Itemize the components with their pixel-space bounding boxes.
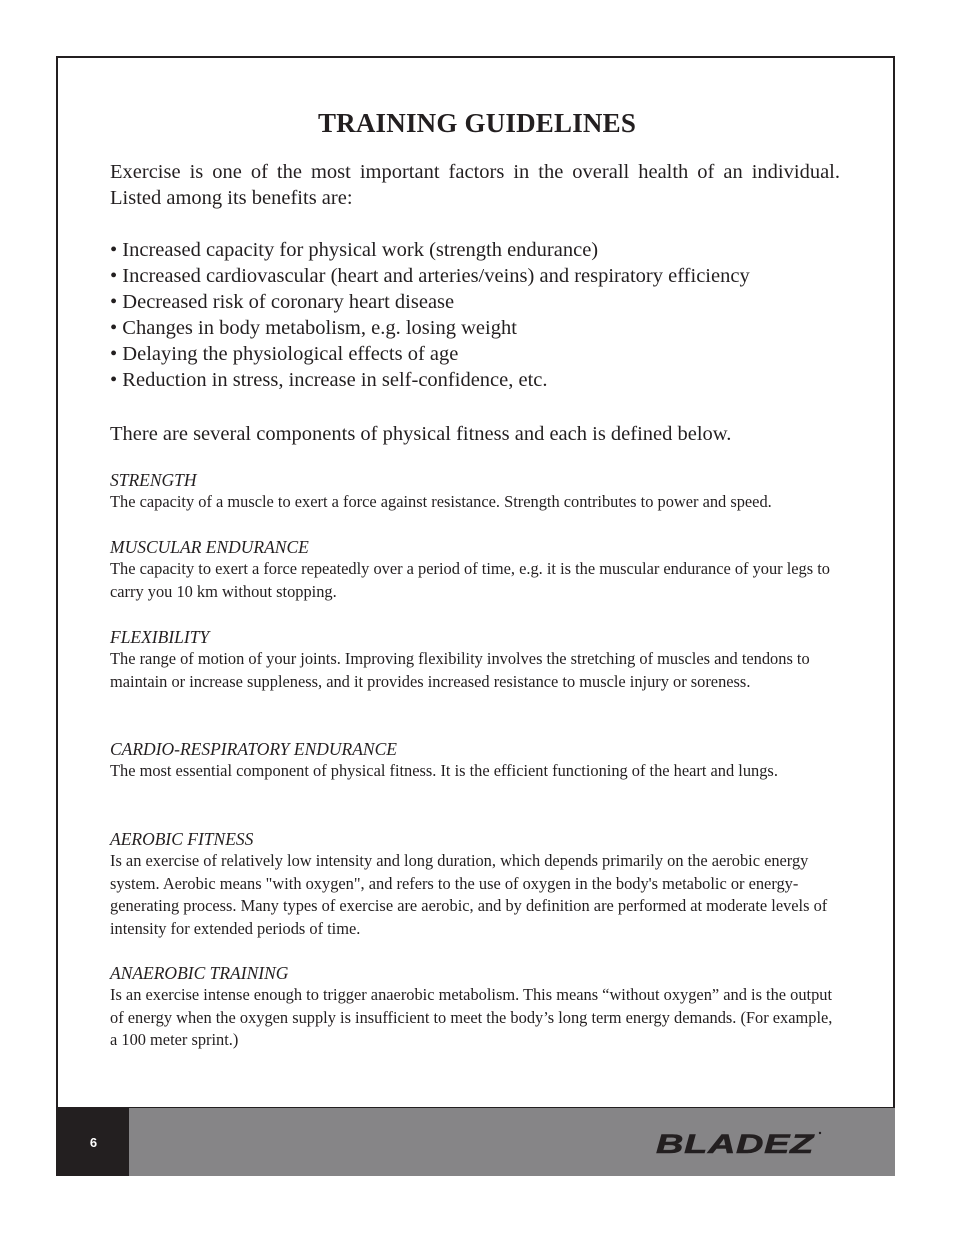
footer-bar xyxy=(58,1107,895,1176)
section-heading: CARDIO-RESPIRATORY ENDURANCE xyxy=(110,739,397,759)
section-body: The most essential component of physical fitness. It is the efficient functioning of the heart and lungs. xyxy=(110,761,778,780)
section-heading: AEROBIC FITNESS xyxy=(110,829,254,849)
section-cardio-respiratory-endurance xyxy=(110,738,840,783)
list-item: • Decreased risk of coronary heart disease xyxy=(110,291,455,313)
bladez-logo-icon xyxy=(654,1128,824,1158)
page-number: 6 xyxy=(58,1108,129,1176)
trademark-dot xyxy=(819,1132,821,1134)
components-intro: There are several components of physical fitness and each is defined below. xyxy=(110,423,732,445)
section-body: The capacity of a muscle to exert a force against resistance. Strength contributes to power and speed. xyxy=(110,492,772,511)
section-anaerobic-training xyxy=(110,962,840,1052)
list-item: • Reduction in stress, increase in self-confidence, etc. xyxy=(110,369,548,391)
section-heading: FLEXIBILITY xyxy=(110,627,210,647)
section-body: Is an exercise intense enough to trigger anaerobic metabolism. This means “without oxygen” and is the output of energy when the oxygen supply is insufficient to meet the body’s long term energy demands. (For example, a 100 meter sprint.) xyxy=(110,985,833,1050)
brand-text: BLADEZ xyxy=(656,1129,816,1158)
page-title: TRAINING GUIDELINES xyxy=(317,108,637,138)
section-body: The capacity to exert a force repeatedly over a period of time, e.g. it is the muscular endurance of your legs to carry you 10 km without stopping. xyxy=(110,559,830,601)
section-aerobic-fitness xyxy=(110,828,840,941)
list-item: • Delaying the physiological effects of age xyxy=(110,343,459,365)
bladez-logo-svg xyxy=(654,1128,824,1158)
benefits-list xyxy=(110,237,840,393)
list-item: • Increased capacity for physical work (strength endurance) xyxy=(110,239,599,261)
list-item: • Increased cardiovascular (heart and arteries/veins) and respiratory efficiency xyxy=(110,265,750,287)
section-heading: ANAEROBIC TRAINING xyxy=(110,963,289,983)
list-item: • Changes in body metabolism, e.g. losing weight xyxy=(110,317,517,339)
section-muscular-endurance xyxy=(110,536,840,603)
section-heading: STRENGTH xyxy=(110,470,197,490)
section-flexibility xyxy=(110,626,840,693)
section-body: The range of motion of your joints. Improving flexibility involves the stretching of muscles and tendons to maintain or increase suppleness, and it provides increased resistance to muscle injury or soreness. xyxy=(110,649,810,691)
section-body: Is an exercise of relatively low intensity and long duration, which depends primarily on the aerobic energy system. Aerobic means "with oxygen", and refers to the use of oxygen in the body's metabolic or energy-generating process. Many types of exercise are aerobic, and by definition are performed at moderate levels of intensity for extended periods of time. xyxy=(110,851,828,939)
section-strength xyxy=(110,469,840,514)
intro-paragraph: Exercise is one of the most important factors in the overall health of an individual. Listed among its benefits are: xyxy=(110,161,840,209)
section-heading: MUSCULAR ENDURANCE xyxy=(110,537,309,557)
